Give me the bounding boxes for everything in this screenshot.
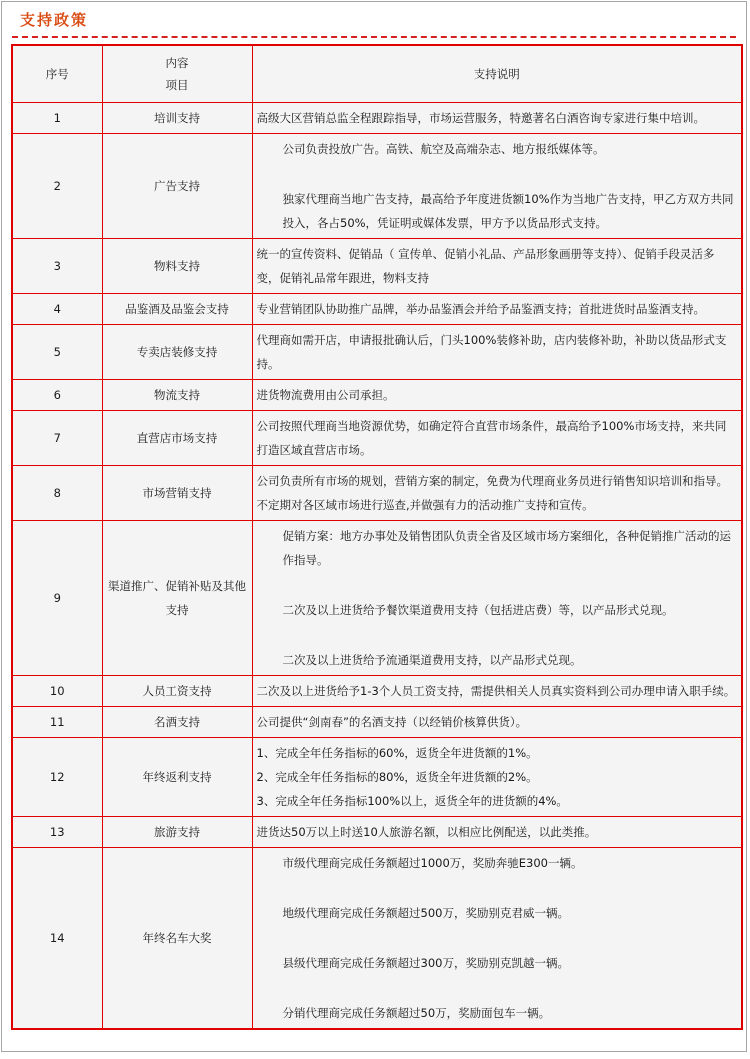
table-header-row [12, 45, 742, 103]
row-item-name: 年终返利支持 [102, 738, 252, 817]
description-paragraph: 独家代理商当地广告支持，最高给予年度进货额10%作为当地广告支持，甲乙方双方共同投入，各占50%，凭证明或媒体发票，甲方予以货品形式支持。 [282, 192, 734, 230]
row-description [252, 707, 742, 738]
row-item-name: 直营店市场支持 [102, 411, 252, 466]
description-paragraph: 市级代理商完成任务额超过1000万，奖励奔驰E300一辆。 [282, 856, 583, 870]
row-number: 4 [12, 294, 102, 325]
table-row [12, 380, 742, 411]
row-description [252, 134, 742, 239]
table-row [12, 707, 742, 738]
table-container [2, 38, 746, 1030]
description-paragraph: 统一的宣传资料、促销品（ 宣传单、促销小礼品、产品形象画册等支持）、促销手段灵活多变，促销礼品常年跟进，物料支持 [256, 247, 715, 285]
description-paragraph: 高级大区营销总监全程跟踪指导，市场运营服务，特邀著名白酒咨询专家进行集中培训。 [256, 111, 705, 125]
description-paragraph: 进货达50万以上时送10人旅游名额，以相应比例配送，以此类推。 [256, 825, 597, 839]
description-paragraph: 二次及以上进货给予1-3个人员工资支持，需提供相关人员真实资料到公司办理申请入职手续。 [256, 684, 736, 698]
description-paragraph: 公司按照代理商当地资源优势，如确定符合直营市场条件，最高给予100%市场支持，来共同打造区域直营店市场。 [256, 419, 727, 457]
row-number: 12 [12, 738, 102, 817]
row-description [252, 411, 742, 466]
description-paragraph: 公司负责所有市场的规划，营销方案的制定，免费为代理商业务员进行销售知识培训和指导。不定期对各区域市场进行巡查,并做强有力的活动推广支持和宣传。 [256, 474, 728, 512]
row-item-name: 专卖店装修支持 [102, 325, 252, 380]
row-item-name: 物料支持 [102, 239, 252, 294]
row-item-name: 名酒支持 [102, 707, 252, 738]
table-row [12, 411, 742, 466]
row-number: 6 [12, 380, 102, 411]
row-number: 2 [12, 134, 102, 239]
table-row [12, 134, 742, 239]
table-row [12, 294, 742, 325]
page-title: 支持政策 [20, 11, 89, 29]
row-description [252, 103, 742, 134]
description-paragraph: 3、完成全年任务指标100%以上，返货全年的进货额的4%。 [256, 794, 568, 808]
column-header-item [102, 45, 252, 103]
description-paragraph: 分销代理商完成任务额超过50万，奖励面包车一辆。 [282, 1006, 551, 1020]
row-description [252, 738, 742, 817]
row-item-name: 培训支持 [102, 103, 252, 134]
description-paragraph: 代理商如需开店，申请报批确认后，门头100%装修补助，店内装修补助，补助以货品形式支持。 [256, 333, 727, 371]
row-number: 5 [12, 325, 102, 380]
description-paragraph: 二次及以上进货给予流通渠道费用支持，以产品形式兑现。 [282, 653, 582, 667]
row-number: 14 [12, 848, 102, 1030]
row-item-name: 广告支持 [102, 134, 252, 239]
row-item-name: 人员工资支持 [102, 676, 252, 707]
row-description [252, 294, 742, 325]
column-header-no: 序号 [12, 45, 102, 103]
row-description [252, 466, 742, 521]
row-item-name: 年终名车大奖 [102, 848, 252, 1030]
description-paragraph: 公司负责投放广告。高铁、航空及高端杂志、地方报纸媒体等。 [282, 142, 605, 156]
row-item-name: 渠道推广、促销补贴及其他支持 [102, 521, 252, 676]
row-number: 10 [12, 676, 102, 707]
table-row [12, 521, 742, 676]
column-header-desc: 支持说明 [252, 45, 742, 103]
table-row [12, 239, 742, 294]
row-item-name: 旅游支持 [102, 817, 252, 848]
support-policy-table [11, 44, 743, 1030]
description-paragraph: 促销方案：地方办事处及销售团队负责全省及区域市场方案细化，各种促销推广活动的运作指导。 [282, 529, 731, 567]
description-paragraph: 地级代理商完成任务额超过500万，奖励别克君威一辆。 [282, 906, 569, 920]
row-item-name: 品鉴酒及品鉴会支持 [102, 294, 252, 325]
table-row [12, 848, 742, 1030]
table-row [12, 466, 742, 521]
table-row [12, 103, 742, 134]
description-paragraph: 进货物流费用由公司承担。 [256, 388, 395, 402]
table-row [12, 817, 742, 848]
row-description [252, 380, 742, 411]
row-number: 1 [12, 103, 102, 134]
row-description [252, 676, 742, 707]
row-description [252, 848, 742, 1030]
row-description [252, 239, 742, 294]
row-number: 7 [12, 411, 102, 466]
row-description [252, 817, 742, 848]
row-number: 9 [12, 521, 102, 676]
description-paragraph: 1、完成全年任务指标的60%，返货全年进货额的1%。 [256, 746, 538, 760]
row-number: 13 [12, 817, 102, 848]
page-frame [1, 1, 747, 1052]
document-title-block [2, 2, 746, 34]
column-header-item-line2: 项目 [165, 78, 189, 92]
description-paragraph: 2、完成全年任务指标的80%，返货全年进货额的2%。 [256, 770, 538, 784]
table-row [12, 738, 742, 817]
row-description [252, 521, 742, 676]
description-paragraph: 县级代理商完成任务额超过300万，奖励别克凯越一辆。 [282, 956, 569, 970]
row-item-name: 市场营销支持 [102, 466, 252, 521]
description-paragraph: 公司提供“剑南春”的名酒支持（以经销价核算供货）。 [256, 715, 528, 729]
description-paragraph: 二次及以上进货给予餐饮渠道费用支持（包括进店费）等，以产品形式兑现。 [282, 603, 674, 617]
table-row [12, 676, 742, 707]
row-number: 8 [12, 466, 102, 521]
description-paragraph: 专业营销团队协助推广品牌，举办品鉴酒会并给予品鉴酒支持；首批进货时品鉴酒支持。 [256, 302, 705, 316]
table-row [12, 325, 742, 380]
column-header-item-line1: 内容 [165, 56, 189, 70]
row-number: 3 [12, 239, 102, 294]
row-description [252, 325, 742, 380]
row-item-name: 物流支持 [102, 380, 252, 411]
row-number: 11 [12, 707, 102, 738]
